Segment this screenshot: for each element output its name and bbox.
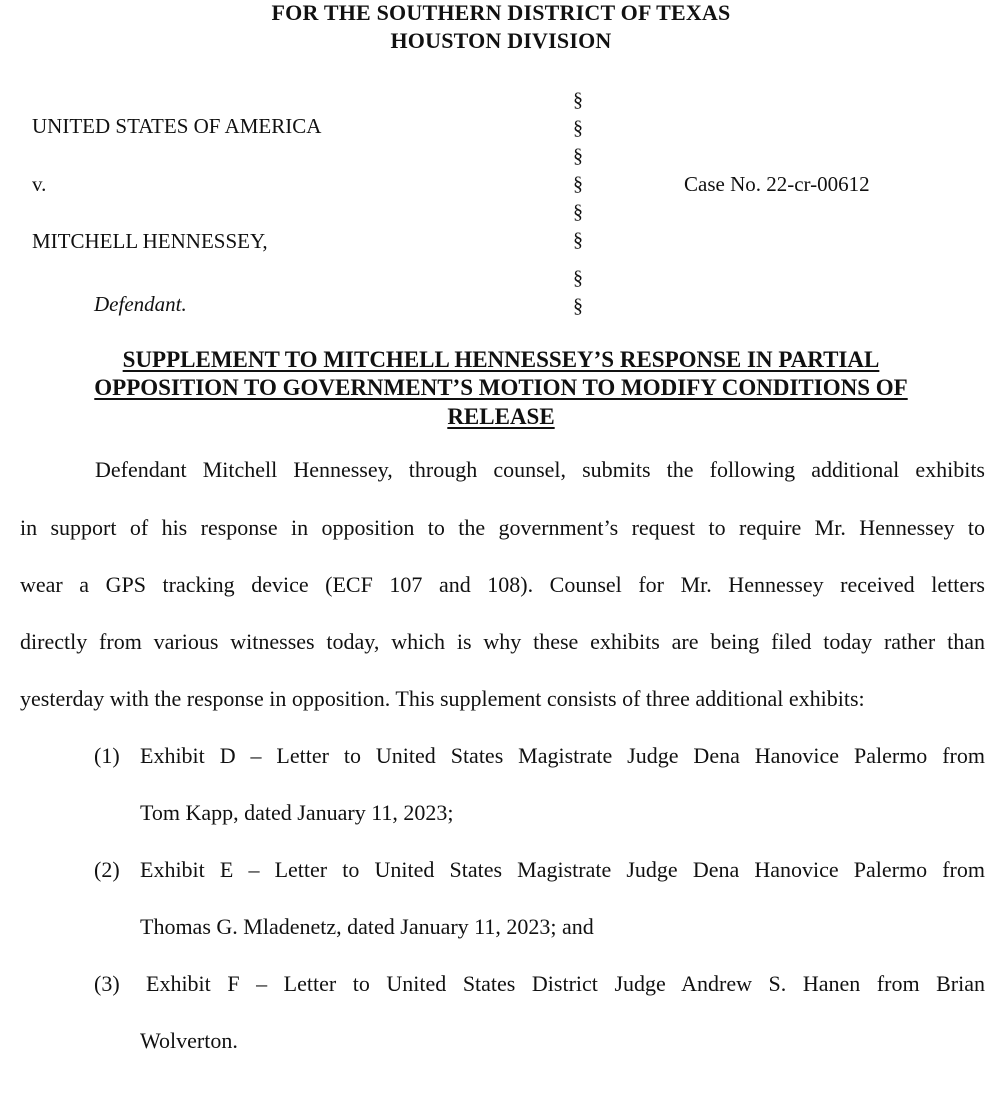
section-symbol: § bbox=[573, 201, 583, 223]
section-symbol: § bbox=[573, 117, 583, 139]
caption-plaintiff: UNITED STATES OF AMERICA bbox=[32, 114, 322, 138]
caption-defendant-name: MITCHELL HENNESSEY, bbox=[32, 229, 268, 253]
exhibit-text: Exhibit E – Letter to United States Magistrate Judge Dena Hanovice Palermo from bbox=[140, 857, 985, 882]
court-division-heading: HOUSTON DIVISION bbox=[390, 28, 612, 53]
court-district-heading: FOR THE SOUTHERN DISTRICT OF TEXAS bbox=[271, 0, 731, 25]
document-title-text: RELEASE bbox=[447, 404, 555, 429]
caption-defendant-role: Defendant. bbox=[94, 292, 187, 316]
section-symbol: § bbox=[573, 267, 583, 289]
exhibit-number: (3) bbox=[94, 971, 120, 996]
section-symbol: § bbox=[573, 173, 583, 195]
section-symbol: § bbox=[573, 229, 583, 251]
body-line: wear a GPS tracking device (ECF 107 and 108). Counsel for Mr. Hennessey received letters bbox=[20, 572, 985, 597]
document-title-text: OPPOSITION TO GOVERNMENT’S MOTION TO MODIFY CONDITIONS OF bbox=[94, 375, 908, 400]
body-line: Defendant Mitchell Hennessey, through counsel, submits the following additional exhibits bbox=[95, 457, 985, 482]
exhibit-number: (2) bbox=[94, 857, 120, 882]
caption-versus: v. bbox=[32, 172, 47, 196]
exhibit-text: Tom Kapp, dated January 11, 2023; bbox=[140, 800, 454, 825]
document-title-line-1 bbox=[0, 346, 1002, 374]
exhibit-text: Exhibit F – Letter to United States District Judge Andrew S. Hanen from Brian bbox=[146, 971, 985, 996]
document-title-text: SUPPLEMENT TO MITCHELL HENNESSEY’S RESPONSE IN PARTIAL bbox=[122, 347, 880, 372]
document-title-line-3 bbox=[0, 403, 1002, 431]
body-line: in support of his response in opposition to the government’s request to require Mr. Hennessey to bbox=[20, 515, 985, 540]
document-title-line-2 bbox=[0, 374, 1002, 402]
body-line: yesterday with the response in opposition. This supplement consists of three additional exhibits: bbox=[20, 686, 865, 711]
section-symbol: § bbox=[573, 295, 583, 317]
section-symbol: § bbox=[573, 89, 583, 111]
exhibit-text: Exhibit D – Letter to United States Magistrate Judge Dena Hanovice Palermo from bbox=[140, 743, 985, 768]
exhibit-text: Wolverton. bbox=[140, 1028, 238, 1053]
body-line: directly from various witnesses today, which is why these exhibits are being filed today rather than bbox=[20, 629, 985, 654]
section-symbol: § bbox=[573, 145, 583, 167]
exhibit-number: (1) bbox=[94, 743, 120, 768]
case-number: Case No. 22-cr-00612 bbox=[684, 172, 870, 196]
exhibit-text: Thomas G. Mladenetz, dated January 11, 2023; and bbox=[140, 914, 594, 939]
